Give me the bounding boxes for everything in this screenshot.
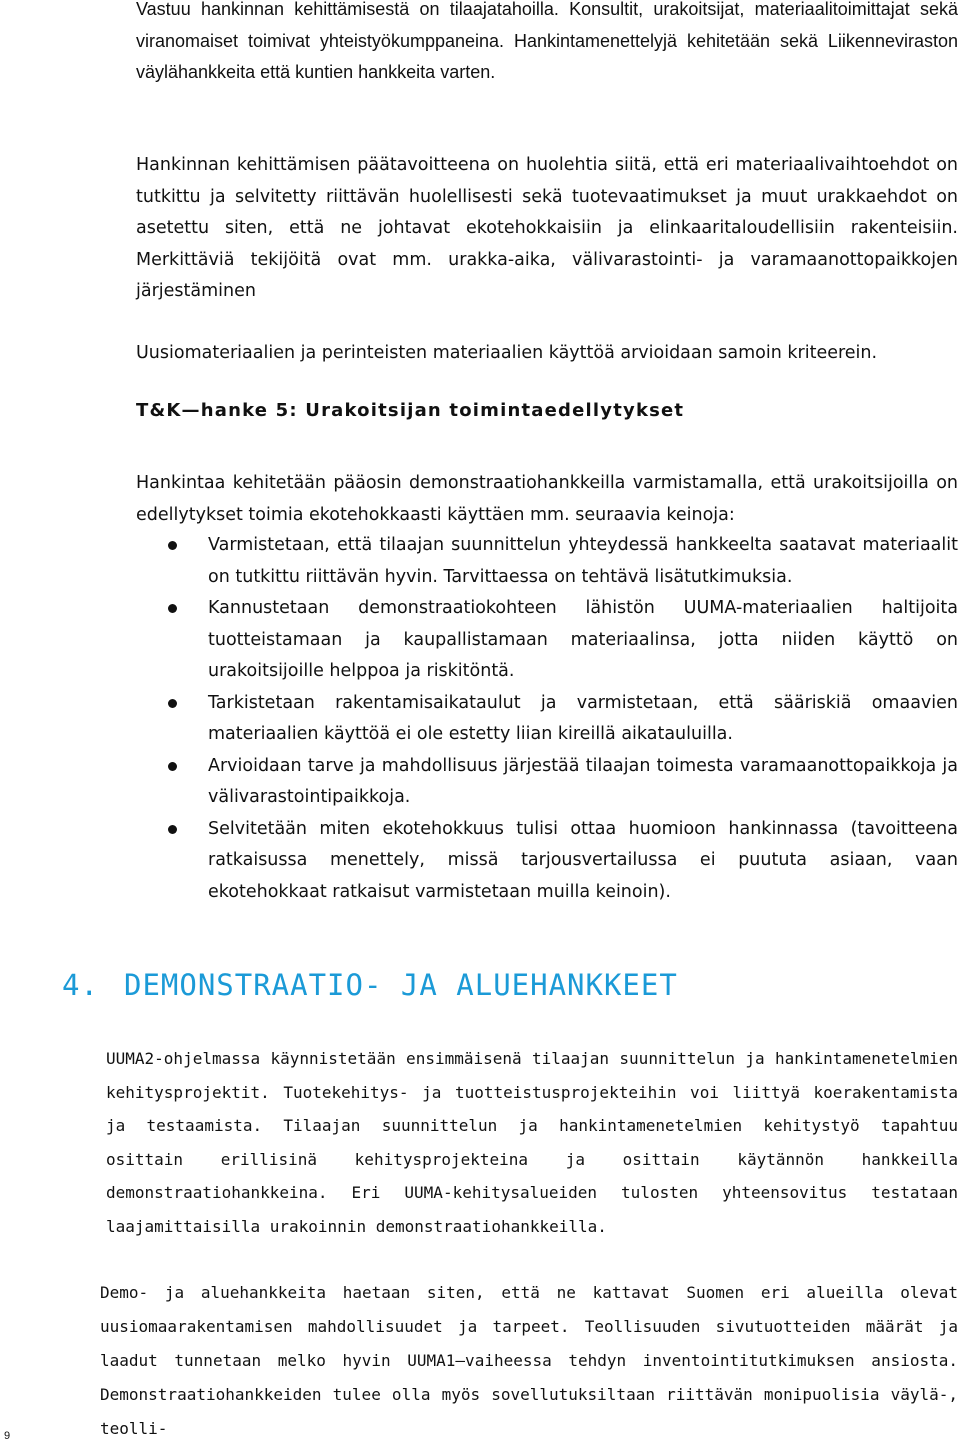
list-item (136, 530, 958, 593)
paragraph-demo-projects: Demo- ja aluehankkeita haetaan siten, että ne kattavat Suomen eri alueilla olevat uusiomaarakentamisen mahdollisuudet ja tarpeet. Teollisuuden sivutuotteiden määrät ja laadut tunnetaan melko hyvin UUMA1–vaiheessa tehdyn inventointitutkimuksen ansiosta. Demonstraatiohankkeiden tulee olla myös sovellutuksiltaan riittävän monipuolisia väylä-, teolli- (100, 1283, 958, 1438)
bullet-icon (168, 604, 177, 613)
section-heading (62, 968, 942, 1002)
page-number: 9 (4, 1430, 11, 1442)
list-item (136, 751, 958, 814)
section-title: DEMONSTRAATIO- JA ALUEHANKKEET (124, 968, 678, 1002)
paragraph-procurement-goal: Hankinnan kehittämisen päätavoitteena on huolehtia siitä, että eri materiaalivaihtoehdot on tutkittu ja selvitetty riittävän huolellisesti sekä tuotevaatimukset ja muut urakkaehdot on asetettu siten, että ne johtavat ekotehokkaisiin ja elinkaaritaloudellisiin rakenteisiin. Merkittäviä tekijöitä ovat mm. urakka-aika, välivarastointi- ja varamaanottopaikkojen järjestäminen (136, 155, 958, 301)
list-item-text: Varmistetaan, että tilaajan suunnittelun yhteydessä hankkeelta saatavat materiaalit on tutkittu riittävän hyvin. Tarvittaessa on tehtävä lisätutkimuksia. (208, 535, 958, 587)
paragraph-uuma2-program: UUMA2-ohjelmassa käynnistetään ensimmäisenä tilaajan suunnittelun ja hankintamenetelmien kehitysprojektit. Tuotekehitys- ja tuotteistusprojekteihin voi liittyä koerakentamista ja testaamista. Tilaajan suunnittelun ja hankintamenetelmien kehitystyö tapahtuu osittain erillisinä kehitysprojekteina ja osittain käytännön hankkeilla demonstraatiohankkeina. Eri UUMA-kehitysalueiden tulosten yhteensovitus testataan laajamittaisilla urakoinnin demonstraatiohankkeilla. (106, 1049, 958, 1236)
list-item-text: Selvitetään miten ekotehokkuus tulisi ottaa huomioon hankinnassa (tavoitteena ratkaisussa menettely, missä tarjousvertailussa ei puututa asiaan, vaan ekotehokkaat ratkaisut varmistetaan muilla keinoin). (208, 818, 958, 902)
paragraph-procurement-means: Hankintaa kehitetään pääosin demonstraatiohankkeilla varmistamalla, että urakoitsijoilla on edellytykset toimia ekotehokkaasti käyttäen mm. seuraavia keinoja: (136, 473, 958, 525)
list-item-text: Kannustetaan demonstraatiokohteen lähistön UUMA-materiaalien haltijoita tuotteistamaan ja kaupallistamaan materiaalinsa, jotta niiden käyttö on urakoitsijoille helppoa ja riskitöntä. (208, 598, 958, 681)
list-item (136, 814, 958, 909)
bullet-list (136, 530, 958, 908)
bullet-icon (168, 699, 177, 708)
list-item (136, 593, 958, 688)
bullet-icon (168, 541, 177, 550)
list-item (136, 688, 958, 751)
paragraph-responsibility: Vastuu hankinnan kehittämisestä on tilaajatahoilla. Konsultit, urakoitsijat, materiaalitoimittajat sekä viranomaiset toimivat yhteistyökumppaneina. Hankintamenettelyjä kehitetään sekä Liikenneviraston väylähankkeita että kuntien hankkeita varten. (136, 0, 958, 82)
bullet-icon (168, 762, 177, 771)
subsection-heading: T&K—hanke 5: Urakoitsijan toimintaedellytykset (136, 400, 685, 421)
paragraph-materials-criteria: Uusiomateriaalien ja perinteisten materiaalien käyttöä arvioidaan samoin kriteerein. (136, 343, 878, 363)
section-number: 4. (62, 968, 99, 1002)
list-item-text: Arvioidaan tarve ja mahdollisuus järjestää tilaajan toimesta varamaanottopaikkoja ja välivarastointipaikkoja. (208, 755, 958, 807)
list-item-text: Tarkistetaan rakentamisaikataulut ja varmistetaan, että sääriskiä omaavien materiaalien käyttöä ei ole estetty liian kireillä aikatauluilla. (208, 692, 958, 744)
bullet-icon (168, 825, 177, 834)
